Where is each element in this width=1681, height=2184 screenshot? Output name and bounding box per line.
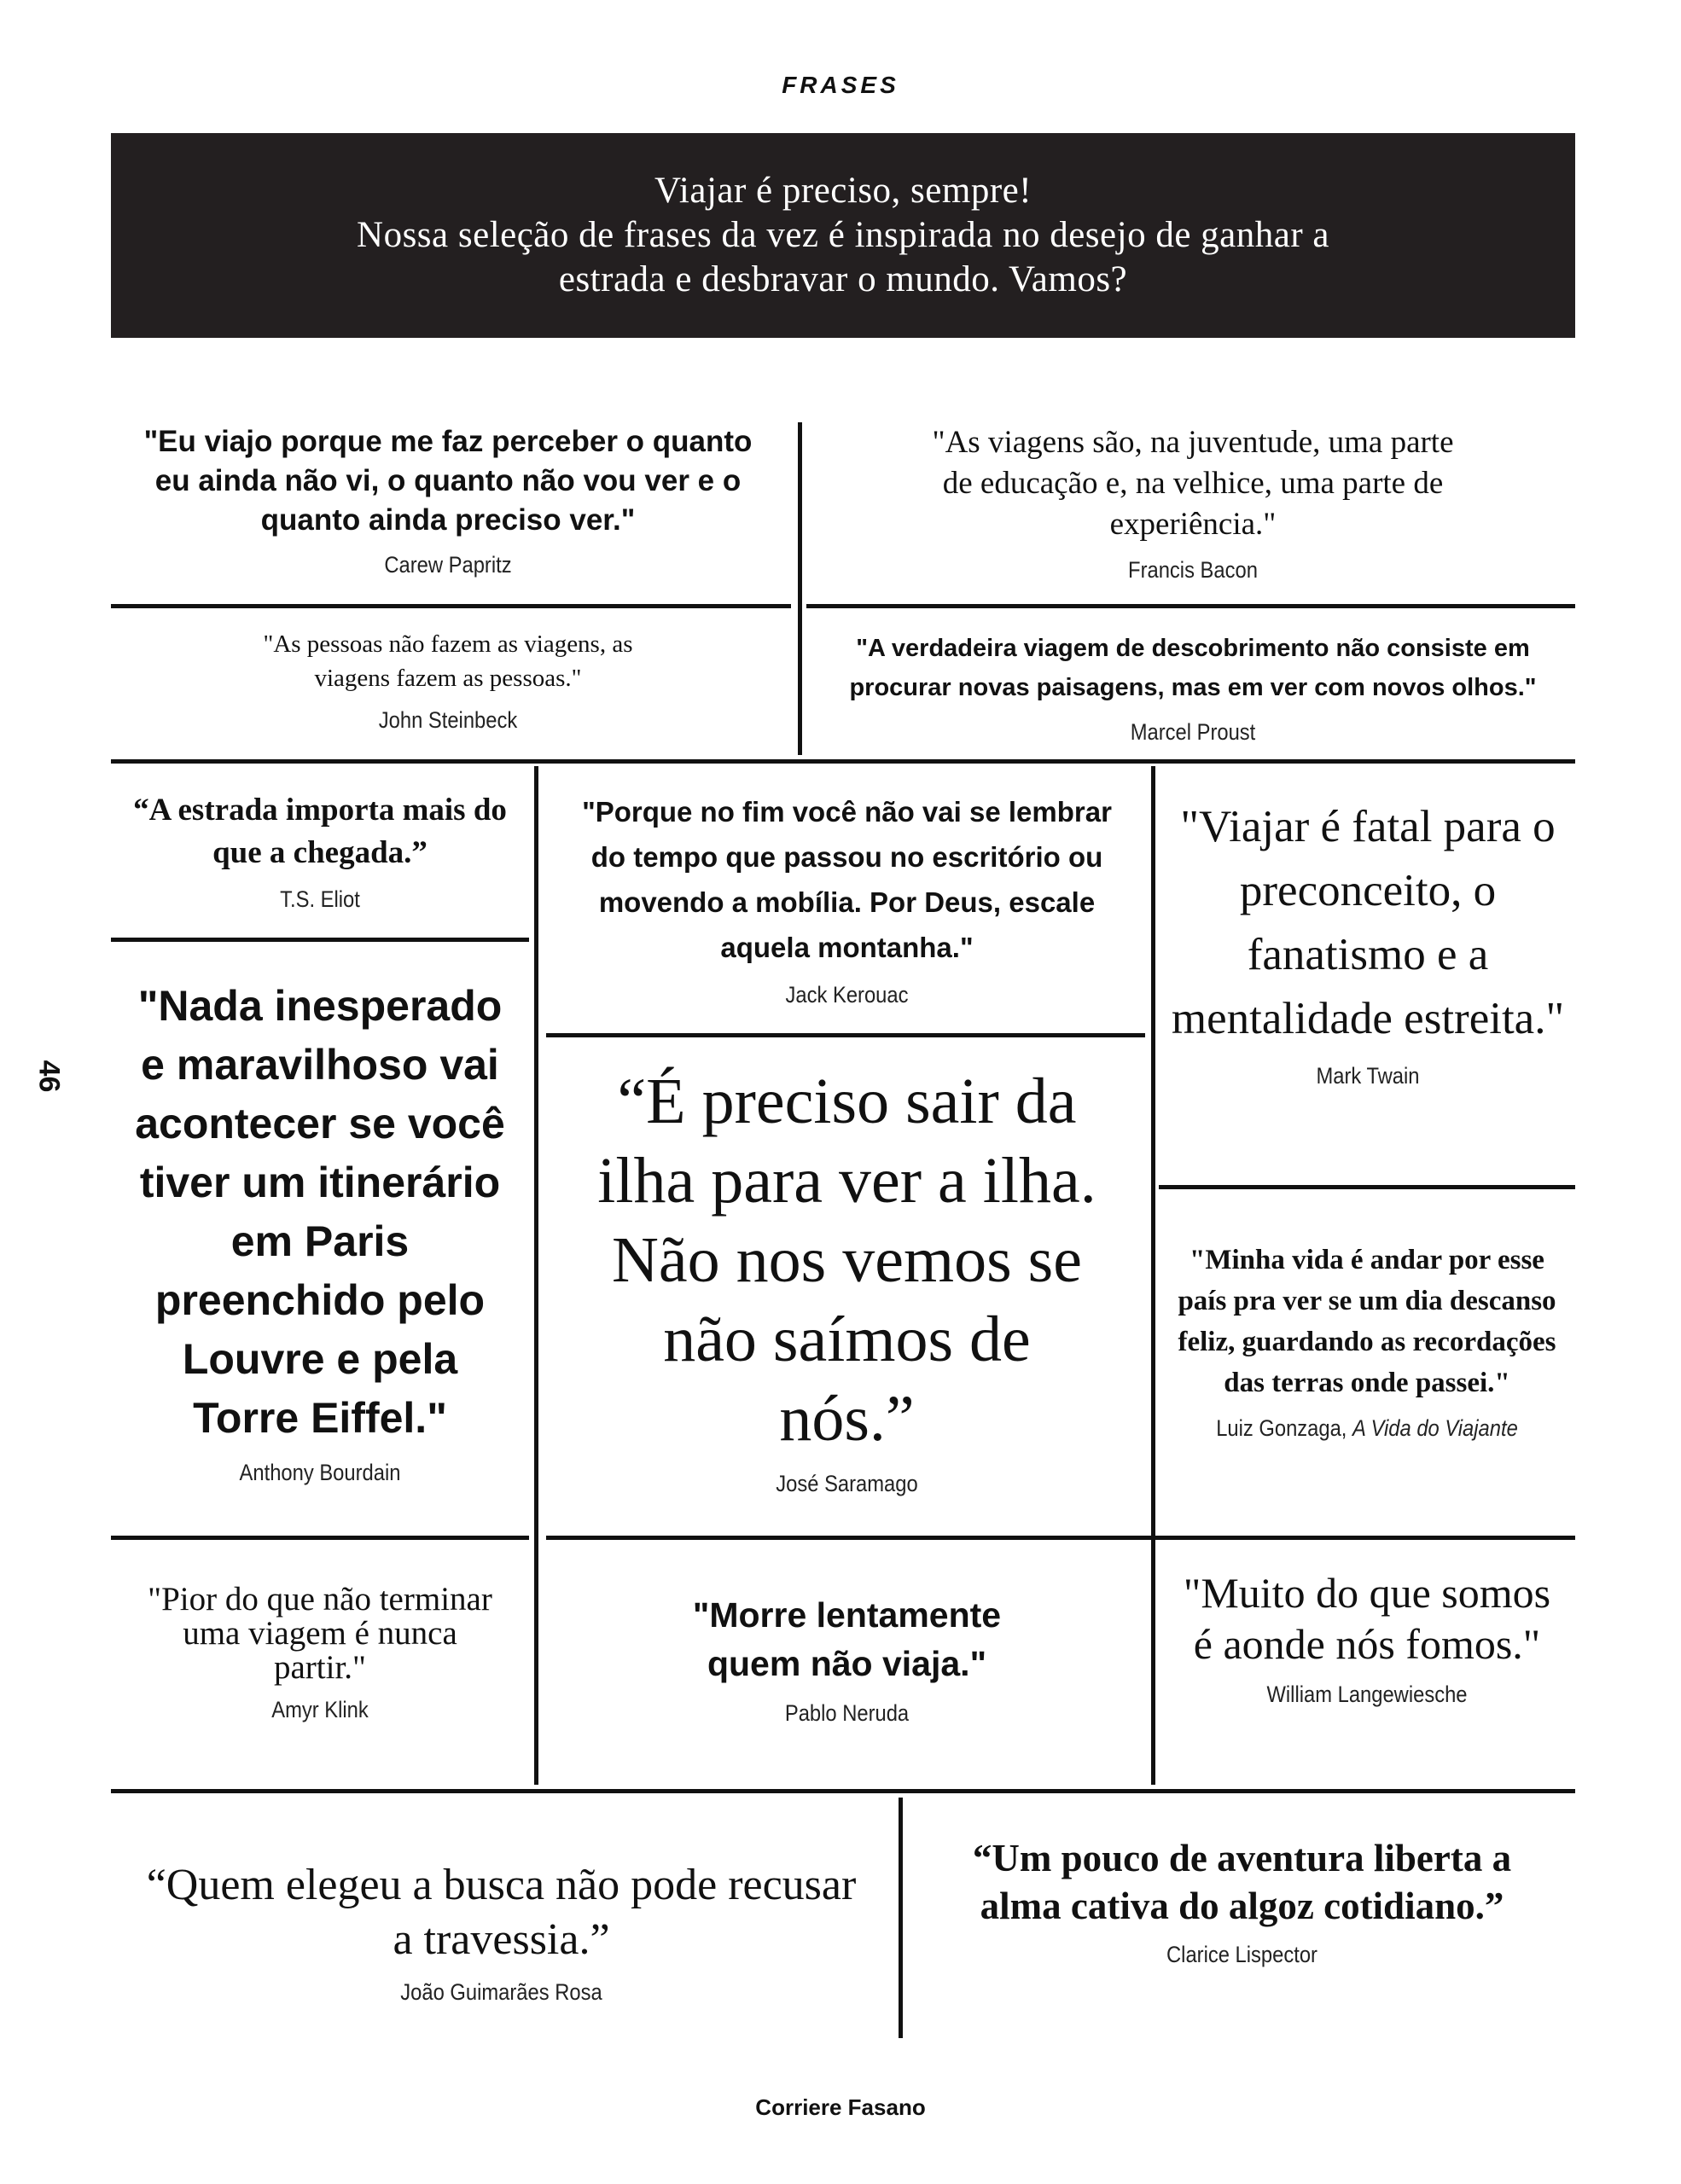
quote-text: "Minha vida é andar por esse país pra ver se um dia descanso feliz, guardando as recordações das terras onde passei.": [1178, 1245, 1556, 1398]
quote-author: Carew Papritz: [384, 552, 512, 578]
quote-text: “É preciso sair da ilha para ver a ilha. Não nos vemos se não saímos de nós.”: [597, 1066, 1096, 1455]
quote-neruda: [546, 1591, 1148, 1727]
quote-text: “Um pouco de aventura liberta a alma cativa do algoz cotidiano.”: [972, 1837, 1512, 1927]
divider: [534, 766, 538, 1785]
quote-author-name: Luiz Gonzaga,: [1216, 1415, 1347, 1441]
divider: [546, 1536, 1575, 1540]
quote-author: T.S. Eliot: [280, 886, 360, 912]
quote-author: Jack Kerouac: [785, 982, 909, 1008]
quote-text: "Eu viajo porque me faz perceber o quanto eu ainda não vi, o quanto não vou ver e o quanto ainda preciso ver.": [143, 425, 753, 537]
quote-proust: [811, 629, 1575, 746]
quote-author: Clarice Lispector: [1166, 1942, 1317, 1967]
page-number: 46: [32, 1060, 66, 1093]
quote-gonzaga: [1159, 1240, 1575, 1442]
divider: [899, 1798, 903, 2038]
quote-author: [1184, 1415, 1550, 1442]
quote-text: “A estrada importa mais do que a chegada.”: [133, 793, 507, 870]
quote-text: "Porque no fim você não vai se lembrar do tempo que passou no escritório ou movendo a mobília. Por Deus, escale aquela montanha.": [582, 796, 1112, 963]
divider: [111, 1536, 529, 1540]
quote-text: "Pior do que não terminar uma viagem é nunca partir.": [148, 1581, 492, 1686]
quote-text: "A verdadeira viagem de descobrimento não consiste em procurar novas paisagens, mas em ver com novos olhos.": [849, 635, 1537, 701]
quote-work-title: A Vida do Viajante: [1352, 1415, 1518, 1441]
quote-twain: [1160, 795, 1575, 1089]
quote-author: John Steinbeck: [378, 707, 518, 733]
quote-author: Mark Twain: [1316, 1063, 1420, 1089]
banner-line-3: estrada e desbravar o mundo. Vamos?: [558, 259, 1128, 299]
quote-text: "Viajar é fatal para o preconceito, o fanatismo e a mentalidade estreita.": [1171, 802, 1565, 1043]
quote-text: "Morre lentamente quem não viaja.": [692, 1595, 1002, 1683]
quote-author: Marcel Proust: [1130, 719, 1256, 745]
quote-lispector: [909, 1834, 1575, 1968]
section-label: FRASES: [782, 72, 899, 98]
quote-bourdain: [111, 977, 529, 1486]
quote-rosa: [111, 1858, 892, 2006]
quote-steinbeck: [111, 627, 785, 734]
intro-banner: [111, 133, 1575, 338]
divider: [1151, 766, 1155, 1785]
divider: [798, 422, 802, 755]
quote-text: "As pessoas não fazem as viagens, as viagens fazem as pessoas.": [263, 630, 633, 692]
quote-author: Amyr Klink: [271, 1697, 369, 1722]
quote-author: Pablo Neruda: [784, 1700, 910, 1726]
divider: [546, 1033, 1145, 1037]
publication-name: Corriere Fasano: [755, 2094, 926, 2120]
banner-line-1: Viajar é preciso, sempre!: [654, 171, 1032, 211]
quote-bacon: [811, 422, 1575, 584]
divider: [111, 938, 529, 942]
divider: [111, 759, 1575, 764]
quote-eliot: [111, 789, 529, 913]
divider: [1159, 1185, 1575, 1189]
quote-klink: [111, 1583, 529, 1723]
quote-kerouac: [546, 789, 1148, 1008]
quote-text: "Muito do que somos é aonde nós fomos.": [1183, 1569, 1551, 1668]
divider: [806, 604, 1575, 608]
quote-author: Francis Bacon: [1128, 557, 1258, 583]
divider: [111, 1789, 1575, 1793]
quote-text: "Nada inesperado e maravilhoso vai acontecer se você tiver um itinerário em Paris preenchido pelo Louvre e pela Torre Eiffel.": [135, 982, 505, 1442]
quote-langewiesche: [1159, 1567, 1575, 1708]
divider: [111, 604, 791, 608]
quote-author: José Saramago: [776, 1471, 918, 1496]
quote-papritz: [111, 422, 785, 578]
banner-line-2: Nossa seleção de frases da vez é inspirada no desejo de ganhar a: [357, 215, 1329, 255]
quote-saramago: [546, 1062, 1148, 1497]
quote-author: Anthony Bourdain: [239, 1460, 401, 1485]
quote-text: "As viagens são, na juventude, uma parte de educação e, na velhice, uma parte de experiência.": [932, 425, 1454, 542]
quote-author: William Langewiesche: [1266, 1682, 1468, 1707]
quote-text: “Quem elegeu a busca não pode recusar a travessia.”: [146, 1861, 857, 1964]
quote-author: João Guimarães Rosa: [400, 1979, 602, 2005]
